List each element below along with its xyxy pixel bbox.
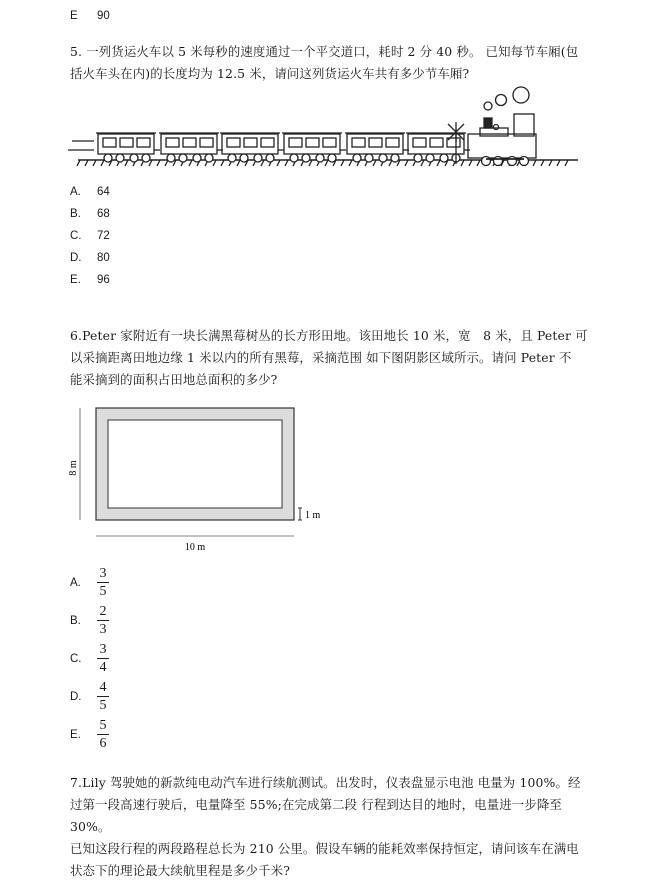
question-7-line-3: 已知这段行程的两段路程总长为 210 公里。假设车辆的能耗效率保持恒定，请问该车在满电: [70, 841, 579, 856]
width-label: 10 m: [184, 542, 206, 553]
question-7-line-2: 过第一段高速行驶后，电量降至 55%;在完成第二段 行程到达目的地时，电量进一步降至 30%。: [70, 797, 562, 834]
freight-train-figure: [68, 84, 580, 176]
rail-tie: [565, 160, 568, 166]
option-a[interactable]: [70, 566, 150, 602]
option-letter: E: [70, 10, 78, 22]
numerator: 2: [99, 604, 107, 619]
rail-tie: [157, 160, 160, 166]
option-letter: A.: [70, 577, 81, 589]
rail-tie: [77, 160, 80, 166]
wagon: [159, 133, 223, 162]
rail-tie: [85, 160, 88, 166]
rail-tie: [221, 160, 224, 166]
wagon: [220, 133, 284, 162]
option-letter: E.: [70, 274, 81, 286]
fraction: [97, 680, 109, 713]
rail-tie: [437, 160, 440, 166]
numerator: 4: [99, 680, 107, 695]
question-6-text: [70, 325, 590, 391]
rail-tie: [405, 160, 408, 166]
option-letter: B.: [70, 615, 81, 627]
fraction: [97, 642, 109, 675]
option-b[interactable]: [70, 604, 150, 640]
option-d[interactable]: [70, 680, 150, 716]
rail-tie: [189, 160, 192, 166]
question-5-line-1: 5. 一列货运火车以 5 米每秒的速度通过一个平交道口，耗时 2 分 40 秒。 已知每节车厢(包: [70, 44, 579, 59]
rail-tie: [533, 160, 536, 166]
denominator: 4: [99, 660, 107, 675]
rail-tie: [213, 160, 216, 166]
denominator: 5: [99, 584, 107, 599]
field-figure: [62, 404, 342, 556]
rail-tie: [541, 160, 544, 166]
rail-tie: [469, 160, 472, 166]
option-e[interactable]: [70, 718, 150, 754]
rail-tie: [349, 160, 352, 166]
option-letter: A.: [70, 186, 81, 198]
rail-tie: [93, 160, 96, 166]
wagons: [96, 133, 470, 162]
question-5-text: [70, 41, 590, 85]
numerator: 3: [99, 642, 107, 657]
fraction: [97, 604, 109, 637]
wagon: [345, 133, 409, 162]
rail-tie: [237, 160, 240, 166]
option-value: 90: [97, 10, 110, 22]
question-6-options: [70, 566, 150, 756]
rail-tie: [373, 160, 376, 166]
question-6-line-1: 6.Peter 家附近有一块长满黑莓树丛的长方形田地。该田地长 10 米，宽 8 米，且 Peter 可: [70, 328, 588, 343]
question-6-line-2: 以采摘距离田地边缘 1 米以内的所有黑莓，采摘范围 如下图阴影区域所示。请问 Peter 不: [70, 350, 572, 365]
option-letter: C.: [70, 230, 82, 242]
rail-tie: [325, 160, 328, 166]
numerator: 3: [99, 566, 107, 581]
option-c[interactable]: [70, 642, 150, 678]
option-letter: E.: [70, 729, 81, 741]
question-7-line-1: 7.Lily 驾驶她的新款纯电动汽车进行续航测试。出发时，仪表盘显示电池 电量为 100%。经: [70, 775, 581, 790]
option-value: 80: [97, 252, 110, 264]
option-letter: D.: [70, 691, 82, 703]
wagon: [282, 133, 346, 162]
rail-tie: [125, 160, 128, 166]
rail-tie: [461, 160, 464, 166]
question-6-line-3: 能采摘到的面积占田地总面积的多少?: [70, 372, 278, 387]
wagon: [96, 133, 160, 162]
option-value: 96: [97, 274, 110, 286]
margin-label: 1 m: [305, 510, 321, 521]
numerator: 5: [99, 718, 107, 733]
denominator: 5: [99, 698, 107, 713]
rail-tie: [557, 160, 560, 166]
option-letter: D.: [70, 252, 82, 264]
option-value: 68: [97, 208, 110, 220]
rail-tie: [285, 160, 288, 166]
fraction: [97, 566, 109, 599]
locomotive: [468, 87, 536, 166]
option-letter: C.: [70, 653, 82, 665]
question-7-line-4: 状态下的理论最大续航里程是多少千米?: [70, 863, 290, 878]
rail-tie: [549, 160, 552, 166]
denominator: 3: [99, 622, 107, 637]
option-value: 72: [97, 230, 110, 242]
unreachable-area: [108, 420, 282, 508]
option-value: 64: [97, 186, 110, 198]
wagon: [406, 133, 470, 162]
fraction: [97, 718, 109, 751]
option-letter: B.: [70, 208, 81, 220]
rail-tie: [277, 160, 280, 166]
question-5-line-2: 括火车头在内)的长度均为 12.5 米，请问这列货运火车共有多少节车厢?: [70, 66, 470, 81]
rail-tie: [101, 160, 104, 166]
question-7-text: [70, 772, 600, 882]
rail-tie: [477, 160, 480, 166]
denominator: 6: [99, 736, 107, 751]
rail-tie: [341, 160, 344, 166]
height-label: 8 m: [68, 460, 79, 476]
